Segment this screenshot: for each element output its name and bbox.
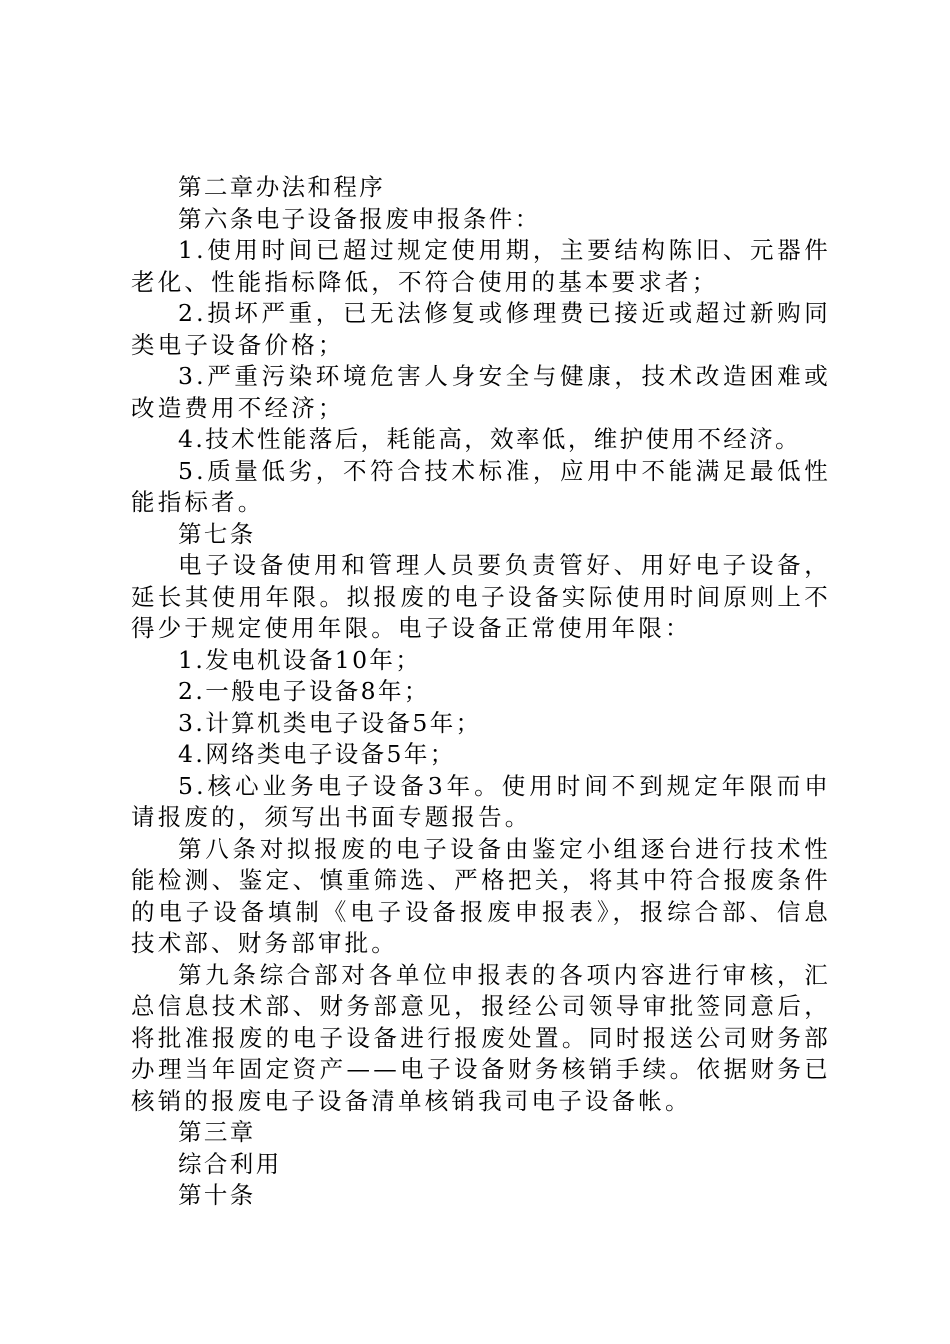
list-item: 5.核心业务电子设备3年。使用时间不到规定年限而申请报废的，须写出书面专题报告。 <box>131 771 831 831</box>
list-item: 4.网络类电子设备5年； <box>178 740 456 768</box>
chapter-heading: 第三章 <box>178 1118 256 1146</box>
chapter-title: 综合利用 <box>178 1149 282 1178</box>
list-item: 3.计算机类电子设备5年； <box>178 708 482 737</box>
document-page <box>131 172 831 1212</box>
body-paragraph: 第九条综合部对各单位申报表的各项内容进行审核，汇总信息技术部、财务部意见，报经公司领导审批签同意后，将批准报废的电子设备进行报废处置。同时报送公司财务部办理当年固定资产——电子设备财务核销手续。依据财务已核销的报废电子设备清单核销我司电子设备帐。 <box>131 960 831 1115</box>
list-item: 4.技术性能落后，耗能高，效率低，维护使用不经济。 <box>178 425 801 453</box>
article-heading: 第六条电子设备报废申报条件： <box>178 204 541 233</box>
list-item: 1.使用时间已超过规定使用期，主要结构陈旧、元器件老化、性能指标降低，不符合使用的基本要求者； <box>131 236 831 296</box>
list-item: 2.一般电子设备8年； <box>178 677 430 705</box>
body-paragraph: 第八条对拟报废的电子设备由鉴定小组逐台进行技术性能检测、鉴定、慎重筛选、严格把关，将其中符合报废条件的电子设备填制《电子设备报废申报表》，报综合部、信息技术部、财务部审批。 <box>131 834 831 957</box>
article-heading: 第七条 <box>178 519 256 548</box>
article-heading: 第十条 <box>178 1181 256 1209</box>
list-item: 5.质量低劣，不符合技术标准，应用中不能满足最低性能指标者。 <box>131 456 831 516</box>
chapter-heading: 第二章办法和程序 <box>178 173 386 201</box>
list-item: 3.严重污染环境危害人身安全与健康，技术改造困难或改造费用不经济； <box>131 362 831 422</box>
list-item: 2.损坏严重，已无法修复或修理费已接近或超过新购同类电子设备价格； <box>131 299 831 359</box>
list-item: 1.发电机设备10年； <box>178 645 422 674</box>
body-paragraph: 电子设备使用和管理人员要负责管好、用好电子设备，延长其使用年限。拟报废的电子设备实际使用时间原则上不得少于规定使用年限。电子设备正常使用年限： <box>131 551 831 642</box>
